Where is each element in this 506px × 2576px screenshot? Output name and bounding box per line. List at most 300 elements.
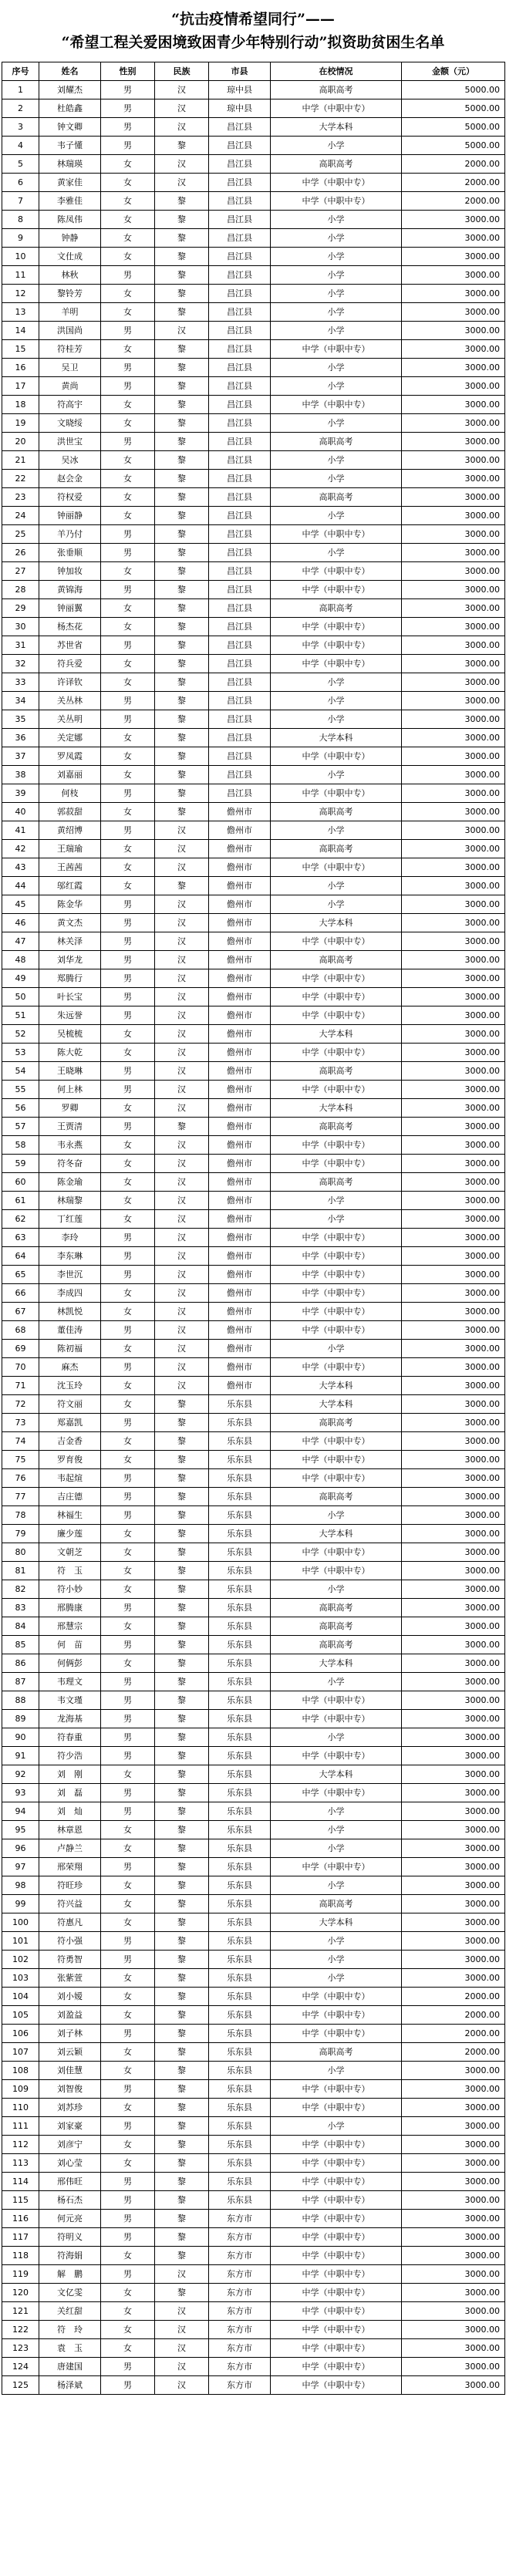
cell-amount: 3000.00: [402, 1025, 505, 1044]
cell-county: 乐东县: [209, 1691, 271, 1710]
cell-amount: 3000.00: [402, 1525, 505, 1543]
cell-amount: 3000.00: [402, 1044, 505, 1062]
cell-ethnicity: 汉: [155, 1377, 209, 1395]
cell-name: 韦理文: [39, 1673, 101, 1691]
cell-name: 符 玲: [39, 2321, 101, 2339]
cell-ethnicity: 汉: [155, 1321, 209, 1340]
cell-ethnicity: 黎: [155, 1858, 209, 1876]
table-row: [2, 433, 505, 451]
cell-index: 40: [2, 803, 39, 821]
cell-amount: 3000.00: [402, 2247, 505, 2265]
cell-amount: 2000.00: [402, 174, 505, 192]
cell-gender: 男: [101, 1266, 155, 1284]
cell-school-status: 中学（中职中专）: [271, 340, 402, 359]
cell-name: 杨杰花: [39, 618, 101, 636]
cell-name: 王贾清: [39, 1118, 101, 1136]
cell-county: 儋州市: [209, 1284, 271, 1303]
cell-gender: 男: [101, 1710, 155, 1728]
cell-school-status: 中学（中职中专）: [271, 525, 402, 544]
cell-gender: 女: [101, 599, 155, 618]
table-row: [2, 1691, 505, 1710]
cell-index: 6: [2, 174, 39, 192]
cell-amount: 3000.00: [402, 951, 505, 969]
cell-ethnicity: 黎: [155, 636, 209, 655]
cell-amount: 3000.00: [402, 303, 505, 322]
table-row: [2, 1969, 505, 1988]
cell-ethnicity: 黎: [155, 2117, 209, 2136]
cell-index: 10: [2, 248, 39, 266]
cell-gender: 女: [101, 1580, 155, 1599]
cell-index: 42: [2, 840, 39, 858]
cell-gender: 女: [101, 840, 155, 858]
cell-index: 64: [2, 1247, 39, 1266]
cell-amount: 3000.00: [402, 1210, 505, 1229]
cell-index: 34: [2, 692, 39, 710]
cell-gender: 女: [101, 2006, 155, 2025]
cell-county: 儋州市: [209, 1062, 271, 1081]
cell-amount: 3000.00: [402, 710, 505, 729]
cell-school-status: 中学（中职中专）: [271, 2136, 402, 2154]
cell-gender: 男: [101, 2228, 155, 2247]
cell-ethnicity: 黎: [155, 2154, 209, 2173]
cell-amount: 3000.00: [402, 1136, 505, 1155]
cell-amount: 3000.00: [402, 988, 505, 1006]
cell-school-status: 中学（中职中专）: [271, 1469, 402, 1488]
cell-ethnicity: 黎: [155, 137, 209, 155]
cell-name: 林瑞黎: [39, 1192, 101, 1210]
cell-index: 66: [2, 1284, 39, 1303]
cell-name: 罗凤霞: [39, 747, 101, 766]
cell-amount: 3000.00: [402, 1673, 505, 1691]
cell-name: 杨泽斌: [39, 2376, 101, 2395]
table-row: [2, 2025, 505, 2043]
cell-ethnicity: 黎: [155, 2173, 209, 2191]
table-row: [2, 877, 505, 895]
cell-ethnicity: 黎: [155, 562, 209, 581]
cell-name: 王瑞瑜: [39, 840, 101, 858]
cell-amount: 3000.00: [402, 747, 505, 766]
cell-amount: 3000.00: [402, 266, 505, 285]
cell-gender: 男: [101, 969, 155, 988]
cell-gender: 男: [101, 710, 155, 729]
cell-index: 57: [2, 1118, 39, 1136]
cell-gender: 女: [101, 1303, 155, 1321]
cell-index: 53: [2, 1044, 39, 1062]
cell-gender: 男: [101, 636, 155, 655]
cell-county: 昌江县: [209, 710, 271, 729]
cell-county: 昌江县: [209, 192, 271, 211]
cell-name: 陈金瑜: [39, 1173, 101, 1192]
table-row: [2, 1136, 505, 1155]
cell-school-status: 中学（中职中专）: [271, 1858, 402, 1876]
cell-amount: 3000.00: [402, 2191, 505, 2210]
cell-gender: 男: [101, 1081, 155, 1099]
cell-gender: 女: [101, 2321, 155, 2339]
table-row: [2, 2210, 505, 2228]
cell-gender: 男: [101, 951, 155, 969]
cell-school-status: 高职高考: [271, 1599, 402, 1617]
cell-index: 19: [2, 414, 39, 433]
cell-index: 112: [2, 2136, 39, 2154]
cell-name: 刘小嫒: [39, 1988, 101, 2006]
cell-index: 92: [2, 1765, 39, 1784]
cell-name: 李世沉: [39, 1266, 101, 1284]
table-row: [2, 1951, 505, 1969]
cell-amount: 3000.00: [402, 525, 505, 544]
cell-county: 乐东县: [209, 1673, 271, 1691]
cell-school-status: 中学（中职中专）: [271, 1784, 402, 1802]
cell-ethnicity: 汉: [155, 155, 209, 174]
cell-index: 101: [2, 1932, 39, 1951]
cell-county: 儋州市: [209, 1044, 271, 1062]
table-row: [2, 1710, 505, 1728]
cell-name: 王晓琳: [39, 1062, 101, 1081]
table-row: [2, 1506, 505, 1525]
cell-amount: 3000.00: [402, 1562, 505, 1580]
cell-ethnicity: 黎: [155, 285, 209, 303]
cell-gender: 男: [101, 932, 155, 951]
cell-name: 叶长宝: [39, 988, 101, 1006]
cell-ethnicity: 汉: [155, 1358, 209, 1377]
cell-index: 13: [2, 303, 39, 322]
cell-amount: 3000.00: [402, 655, 505, 673]
cell-school-status: 中学（中职中专）: [271, 192, 402, 211]
cell-index: 103: [2, 1969, 39, 1988]
cell-county: 乐东县: [209, 1765, 271, 1784]
cell-ethnicity: 黎: [155, 2062, 209, 2080]
cell-amount: 3000.00: [402, 1414, 505, 1432]
table-row: [2, 1858, 505, 1876]
cell-gender: 男: [101, 821, 155, 840]
cell-name: 钟文卿: [39, 118, 101, 137]
table-row: [2, 340, 505, 359]
cell-index: 36: [2, 729, 39, 747]
cell-index: 55: [2, 1081, 39, 1099]
cell-county: 乐东县: [209, 1451, 271, 1469]
cell-index: 88: [2, 1691, 39, 1710]
cell-gender: 女: [101, 470, 155, 488]
cell-gender: 女: [101, 618, 155, 636]
cell-gender: 女: [101, 155, 155, 174]
cell-amount: 3000.00: [402, 821, 505, 840]
cell-ethnicity: 汉: [155, 2321, 209, 2339]
cell-name: 符 玉: [39, 1562, 101, 1580]
table-row: [2, 2080, 505, 2099]
cell-ethnicity: 黎: [155, 359, 209, 377]
cell-county: 儋州市: [209, 1173, 271, 1192]
cell-index: 75: [2, 1451, 39, 1469]
cell-ethnicity: 黎: [155, 377, 209, 396]
table-row: [2, 729, 505, 747]
cell-gender: 女: [101, 1895, 155, 1913]
cell-school-status: 中学（中职中专）: [271, 2321, 402, 2339]
cell-school-status: 中学（中职中专）: [271, 932, 402, 951]
cell-school-status: 高职高考: [271, 840, 402, 858]
cell-ethnicity: 黎: [155, 1913, 209, 1932]
cell-amount: 3000.00: [402, 2339, 505, 2358]
cell-school-status: 中学（中职中专）: [271, 2173, 402, 2191]
table-row: [2, 155, 505, 174]
cell-name: 李雅佳: [39, 192, 101, 211]
cell-school-status: 中学（中职中专）: [271, 858, 402, 877]
cell-gender: 女: [101, 2284, 155, 2302]
cell-gender: 女: [101, 1654, 155, 1673]
cell-amount: 3000.00: [402, 1155, 505, 1173]
cell-amount: 3000.00: [402, 932, 505, 951]
cell-name: 苏世省: [39, 636, 101, 655]
cell-county: 昌江县: [209, 322, 271, 340]
cell-index: 73: [2, 1414, 39, 1432]
cell-index: 125: [2, 2376, 39, 2395]
cell-school-status: 中学（中职中专）: [271, 1303, 402, 1321]
cell-school-status: 高职高考: [271, 1062, 402, 1081]
cell-gender: 男: [101, 525, 155, 544]
cell-amount: 3000.00: [402, 2210, 505, 2228]
cell-index: 70: [2, 1358, 39, 1377]
cell-index: 76: [2, 1469, 39, 1488]
cell-school-status: 大学本科: [271, 118, 402, 137]
cell-ethnicity: 黎: [155, 1525, 209, 1543]
cell-county: 儋州市: [209, 914, 271, 932]
cell-county: 昌江县: [209, 488, 271, 507]
cell-school-status: 小学: [271, 229, 402, 248]
table-row: [2, 692, 505, 710]
table-row: [2, 1321, 505, 1340]
cell-amount: 3000.00: [402, 877, 505, 895]
cell-gender: 男: [101, 2117, 155, 2136]
cell-amount: 3000.00: [402, 2358, 505, 2376]
cell-ethnicity: 汉: [155, 932, 209, 951]
cell-amount: 3000.00: [402, 2302, 505, 2321]
cell-index: 15: [2, 340, 39, 359]
cell-school-status: 小学: [271, 1728, 402, 1747]
cell-school-status: 小学: [271, 248, 402, 266]
cell-school-status: 中学（中职中专）: [271, 1266, 402, 1284]
cell-ethnicity: 黎: [155, 248, 209, 266]
cell-ethnicity: 黎: [155, 2284, 209, 2302]
cell-index: 50: [2, 988, 39, 1006]
cell-amount: 3000.00: [402, 1081, 505, 1099]
cell-amount: 5000.00: [402, 81, 505, 99]
cell-amount: 3000.00: [402, 1728, 505, 1747]
cell-index: 44: [2, 877, 39, 895]
cell-gender: 男: [101, 544, 155, 562]
cell-name: 钟静: [39, 229, 101, 248]
cell-name: 何上林: [39, 1081, 101, 1099]
cell-school-status: 中学（中职中专）: [271, 396, 402, 414]
cell-ethnicity: 黎: [155, 192, 209, 211]
table-row: [2, 1025, 505, 1044]
cell-name: 林关泽: [39, 932, 101, 951]
table-row: [2, 396, 505, 414]
cell-name: 文朝芝: [39, 1543, 101, 1562]
cell-name: 林秋: [39, 266, 101, 285]
cell-name: 文仕成: [39, 248, 101, 266]
cell-ethnicity: 黎: [155, 1562, 209, 1580]
cell-gender: 男: [101, 99, 155, 118]
cell-gender: 女: [101, 303, 155, 322]
cell-gender: 女: [101, 229, 155, 248]
cell-ethnicity: 黎: [155, 1580, 209, 1599]
cell-index: 29: [2, 599, 39, 618]
cell-index: 77: [2, 1488, 39, 1506]
cell-county: 儋州市: [209, 1303, 271, 1321]
cell-amount: 3000.00: [402, 488, 505, 507]
cell-county: 乐东县: [209, 1821, 271, 1839]
cell-county: 昌江县: [209, 396, 271, 414]
cell-index: 105: [2, 2006, 39, 2025]
cell-name: 钟丽翼: [39, 599, 101, 618]
cell-school-status: 小学: [271, 137, 402, 155]
table-row: [2, 2191, 505, 2210]
table-row: [2, 821, 505, 840]
cell-name: 洪世宝: [39, 433, 101, 451]
table-row: [2, 895, 505, 914]
cell-school-status: 小学: [271, 1951, 402, 1969]
cell-ethnicity: 黎: [155, 414, 209, 433]
table-row: [2, 2376, 505, 2395]
table-row: [2, 914, 505, 932]
cell-school-status: 大学本科: [271, 729, 402, 747]
cell-ethnicity: 黎: [155, 618, 209, 636]
table-row: [2, 322, 505, 340]
cell-gender: 男: [101, 2191, 155, 2210]
cell-index: 47: [2, 932, 39, 951]
cell-amount: 3000.00: [402, 1617, 505, 1636]
cell-amount: 3000.00: [402, 285, 505, 303]
cell-name: 吉金香: [39, 1432, 101, 1451]
cell-county: 乐东县: [209, 1876, 271, 1895]
cell-gender: 女: [101, 1451, 155, 1469]
cell-amount: 3000.00: [402, 599, 505, 618]
cell-county: 儋州市: [209, 895, 271, 914]
cell-gender: 女: [101, 673, 155, 692]
table-row: [2, 1340, 505, 1358]
cell-gender: 女: [101, 1044, 155, 1062]
cell-county: 乐东县: [209, 1969, 271, 1988]
cell-gender: 女: [101, 858, 155, 877]
cell-name: 羊乃付: [39, 525, 101, 544]
cell-ethnicity: 黎: [155, 729, 209, 747]
table-row: [2, 248, 505, 266]
table-row: [2, 544, 505, 562]
cell-name: 刘心莹: [39, 2154, 101, 2173]
cell-gender: 女: [101, 1969, 155, 1988]
cell-school-status: 大学本科: [271, 1025, 402, 1044]
cell-school-status: 大学本科: [271, 1525, 402, 1543]
cell-amount: 3000.00: [402, 2284, 505, 2302]
cell-school-status: 小学: [271, 1802, 402, 1821]
cell-index: 87: [2, 1673, 39, 1691]
cell-county: 乐东县: [209, 2117, 271, 2136]
cell-index: 43: [2, 858, 39, 877]
cell-school-status: 小学: [271, 1932, 402, 1951]
cell-gender: 男: [101, 1858, 155, 1876]
table-row: [2, 2099, 505, 2117]
cell-school-status: 高职高考: [271, 1895, 402, 1913]
cell-gender: 女: [101, 1025, 155, 1044]
cell-county: 乐东县: [209, 2080, 271, 2099]
cell-amount: 3000.00: [402, 2376, 505, 2395]
cell-name: 关丛明: [39, 710, 101, 729]
table-row: [2, 1377, 505, 1395]
table-row: [2, 1747, 505, 1765]
cell-index: 120: [2, 2284, 39, 2302]
cell-school-status: 高职高考: [271, 1617, 402, 1636]
cell-county: 昌江县: [209, 747, 271, 766]
cell-ethnicity: 黎: [155, 1599, 209, 1617]
cell-index: 12: [2, 285, 39, 303]
cell-amount: 3000.00: [402, 858, 505, 877]
cell-county: 乐东县: [209, 2136, 271, 2154]
cell-county: 昌江县: [209, 303, 271, 322]
cell-gender: 男: [101, 266, 155, 285]
cell-gender: 女: [101, 562, 155, 581]
cell-index: 26: [2, 544, 39, 562]
cell-amount: 3000.00: [402, 1099, 505, 1118]
table-header-row: [2, 62, 505, 81]
cell-index: 82: [2, 1580, 39, 1599]
cell-county: 乐东县: [209, 1636, 271, 1654]
table-row: [2, 932, 505, 951]
cell-county: 乐东县: [209, 1469, 271, 1488]
cell-index: 124: [2, 2358, 39, 2376]
cell-index: 60: [2, 1173, 39, 1192]
cell-index: 56: [2, 1099, 39, 1118]
cell-ethnicity: 黎: [155, 1710, 209, 1728]
table-row: [2, 303, 505, 322]
cell-gender: 女: [101, 1765, 155, 1784]
cell-gender: 女: [101, 1284, 155, 1303]
table-row: [2, 1469, 505, 1488]
cell-school-status: 小学: [271, 211, 402, 229]
cell-ethnicity: 黎: [155, 2080, 209, 2099]
cell-gender: 女: [101, 1155, 155, 1173]
cell-gender: 男: [101, 433, 155, 451]
cell-school-status: 小学: [271, 877, 402, 895]
cell-index: 71: [2, 1377, 39, 1395]
table-row: [2, 488, 505, 507]
cell-index: 63: [2, 1229, 39, 1247]
cell-ethnicity: 汉: [155, 2339, 209, 2358]
cell-county: 儋州市: [209, 840, 271, 858]
table-row: [2, 1525, 505, 1543]
cell-gender: 女: [101, 2154, 155, 2173]
table-row: [2, 1932, 505, 1951]
cell-county: 儋州市: [209, 877, 271, 895]
cell-name: 关定娜: [39, 729, 101, 747]
cell-county: 乐东县: [209, 1895, 271, 1913]
cell-ethnicity: 黎: [155, 747, 209, 766]
cell-name: 袁 玉: [39, 2339, 101, 2358]
cell-school-status: 中学（中职中专）: [271, 2025, 402, 2043]
cell-school-status: 大学本科: [271, 1654, 402, 1673]
cell-index: 108: [2, 2062, 39, 2080]
cell-ethnicity: 黎: [155, 1895, 209, 1913]
table-row: [2, 285, 505, 303]
cell-ethnicity: 黎: [155, 2247, 209, 2265]
cell-index: 35: [2, 710, 39, 729]
cell-index: 18: [2, 396, 39, 414]
cell-county: 乐东县: [209, 1414, 271, 1432]
cell-index: 1: [2, 81, 39, 99]
cell-county: 昌江县: [209, 433, 271, 451]
cell-school-status: 小学: [271, 692, 402, 710]
cell-index: 27: [2, 562, 39, 581]
cell-index: 32: [2, 655, 39, 673]
cell-amount: 3000.00: [402, 1876, 505, 1895]
table-row: [2, 1913, 505, 1932]
